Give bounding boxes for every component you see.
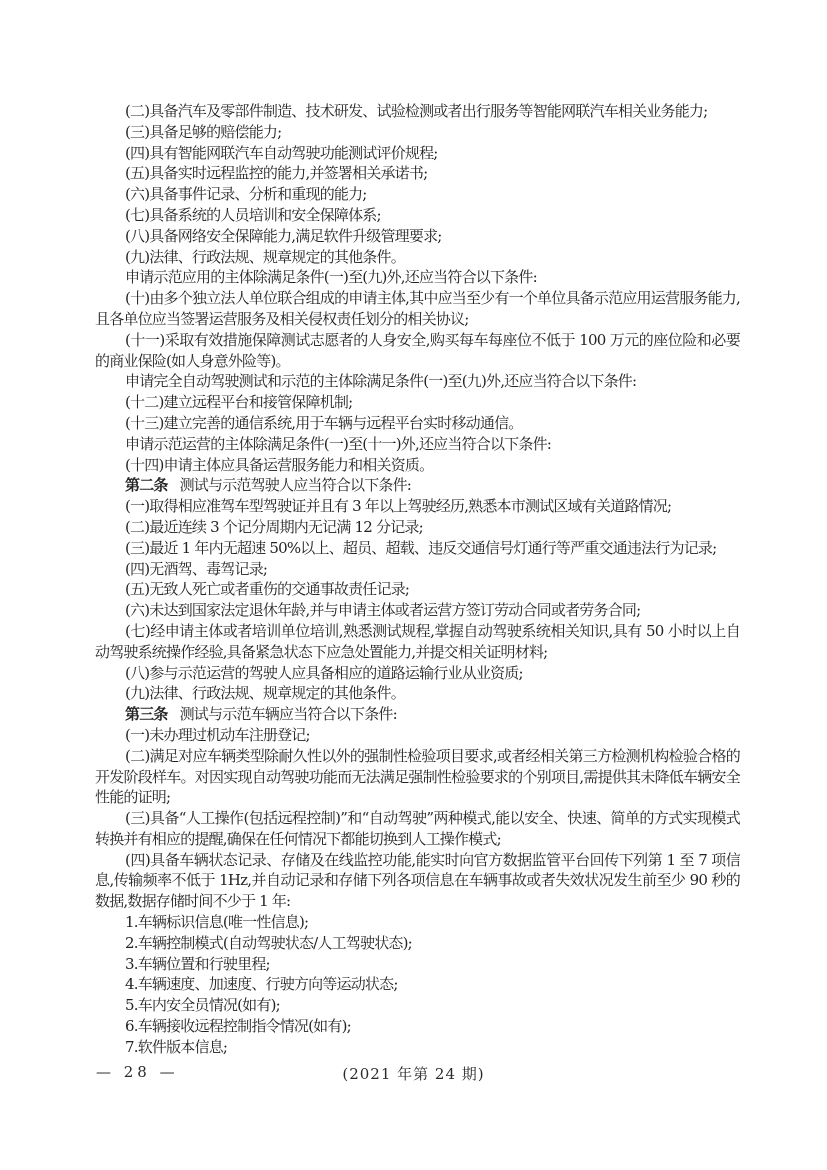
paragraph-text: 申请示范应用的主体除满足条件(一)至(九)外,还应当符合以下条件: xyxy=(125,268,537,287)
paragraph xyxy=(95,330,740,372)
document-body xyxy=(95,101,740,1058)
paragraph xyxy=(95,683,740,704)
article-number: 第三条 xyxy=(125,705,168,724)
paragraph-text: (七)经申请主体或者培训单位培训,熟悉测试规程,掌握自动驾驶系统相关知识,具有 50 小时以上自动驾驶系统操作经验,具备紧急状态下应急处置能力,并提交相关证明材料; xyxy=(95,621,740,661)
paragraph-text: (四)无酒驾、毒驾记录; xyxy=(125,559,268,578)
paragraph-text: (九)法律、行政法规、规章规定的其他条件。 xyxy=(125,684,405,703)
paragraph xyxy=(95,163,740,184)
paragraph xyxy=(95,912,740,933)
paragraph xyxy=(95,974,740,995)
paragraph-text: (六)具备事件记录、分析和重现的能力; xyxy=(125,185,367,204)
issue-label: (2021 年第 24 期) xyxy=(342,1065,485,1083)
paragraph-text: 测试与示范驾驶人应当符合以下条件: xyxy=(179,476,412,495)
paragraph xyxy=(95,725,740,746)
paragraph xyxy=(95,101,740,122)
paragraph-text: (十二)建立远程平台和接管保障机制; xyxy=(125,393,353,412)
paragraph-text: (三)具备足够的赔偿能力; xyxy=(125,122,282,141)
paragraph xyxy=(95,184,740,205)
paragraph xyxy=(95,143,740,164)
paragraph-text: (四)具备车辆状态记录、存储及在线监控功能,能实时向官方数据监管平台回传下列第 1 至 7 项信息,传输频率不低于 1Hz,并自动记录和存储下列各项信息在车辆事故或者失效状况发生前至少 90 秒的数据,数据存储时间不少于 1 年: xyxy=(95,850,740,911)
paragraph-text: 测试与示范车辆应当符合以下条件: xyxy=(179,705,397,724)
paragraph-text: 6.车辆接收远程控制指令情况(如有); xyxy=(125,1017,351,1036)
paragraph xyxy=(95,746,740,808)
paragraph-text: 申请完全自动驾驶测试和示范的主体除满足条件(一)至(九)外,还应当符合以下条件: xyxy=(125,372,637,391)
paragraph-text: (四)具有智能网联汽车自动驾驶功能测试评价规程; xyxy=(125,143,438,162)
paragraph-text: 1.车辆标识信息(唯一性信息); xyxy=(125,913,309,932)
paragraph xyxy=(95,600,740,621)
article-heading xyxy=(95,475,740,496)
paragraph xyxy=(95,663,740,684)
paragraph xyxy=(95,1037,740,1058)
paragraph xyxy=(95,205,740,226)
paragraph-text: (六)未达到国家法定退休年龄,并与申请主体或者运营方签订劳动合同或者劳务合同; xyxy=(125,601,641,620)
page-number: — 28 — xyxy=(96,1063,179,1081)
paragraph xyxy=(95,850,740,912)
paragraph-text: (二)满足对应车辆类型除耐久性以外的强制性检验项目要求,或者经相关第三方检测机构检验合格的开发阶段样车。对因实现自动驾驶功能而无法满足强制性检验要求的个别项目,需提供其未降低车辆安全性能的证明; xyxy=(95,746,740,807)
paragraph xyxy=(95,226,740,247)
paragraph xyxy=(95,288,740,330)
paragraph-text: 5.车内安全员情况(如有); xyxy=(125,996,280,1015)
paragraph xyxy=(95,995,740,1016)
paragraph-text: (五)具备实时远程监控的能力,并签署相关承诺书; xyxy=(125,164,428,183)
paragraph xyxy=(95,122,740,143)
paragraph-text: 申请示范运营的主体除满足条件(一)至(十一)外,还应当符合以下条件: xyxy=(125,434,552,453)
paragraph-text: (三)最近 1 年内无超速 50%以上、超员、超载、违反交通信号灯通行等严重交通违法行为记录; xyxy=(125,538,717,557)
paragraph xyxy=(95,455,740,476)
paragraph-text: (九)法律、行政法规、规章规定的其他条件。 xyxy=(125,247,405,266)
paragraph xyxy=(95,392,740,413)
paragraph-text: 3.车辆位置和行驶里程; xyxy=(125,954,270,973)
paragraph-text: (十三)建立完善的通信系统,用于车辆与远程平台实时移动通信。 xyxy=(125,413,523,432)
paragraph-text: (十四)申请主体应具备运营服务能力和相关资质。 xyxy=(125,455,434,474)
paragraph-text: (二)最近连续 3 个记分周期内无记满 12 分记录; xyxy=(125,517,423,536)
paragraph-text: (一)未办理过机动车注册登记; xyxy=(125,725,310,744)
paragraph xyxy=(95,538,740,559)
paragraph xyxy=(95,559,740,580)
paragraph-text: 4.车辆速度、加速度、行驶方向等运动状态; xyxy=(125,975,398,994)
paragraph-text: 7.软件版本信息; xyxy=(125,1037,228,1056)
article-number: 第二条 xyxy=(125,476,168,495)
paragraph-text: (七)具备系统的人员培训和安全保障体系; xyxy=(125,205,381,224)
paragraph xyxy=(95,933,740,954)
paragraph xyxy=(95,371,740,392)
paragraph-text: (八)具备网络安全保障能力,满足软件升级管理要求; xyxy=(125,226,442,245)
paragraph xyxy=(95,413,740,434)
paragraph xyxy=(95,954,740,975)
paragraph-text: (十一)采取有效措施保障测试志愿者的人身安全,购买每车每座位不低于 100 万元的座位险和必要的商业保险(如人身意外险等)。 xyxy=(95,330,740,370)
paragraph-text: (五)无致人死亡或者重伤的交通事故责任记录; xyxy=(125,580,410,599)
paragraph xyxy=(95,247,740,268)
paragraph xyxy=(95,621,740,663)
paragraph xyxy=(95,517,740,538)
paragraph-text: (一)取得相应准驾车型驾驶证并且有 3 年以上驾驶经历,熟悉本市测试区域有关道路情况; xyxy=(125,497,672,516)
paragraph xyxy=(95,267,740,288)
paragraph-text: (八)参与示范运营的驾驶人应具备相应的道路运输行业从业资质; xyxy=(125,663,523,682)
paragraph xyxy=(95,1016,740,1037)
paragraph xyxy=(95,808,740,850)
paragraph-text: (三)具备“人工操作(包括远程控制)”和“自动驾驶”两种模式,能以安全、快速、简单的方式实现模式转换并有相应的提醒,确保在任何情况下都能切换到人工操作模式; xyxy=(95,809,740,848)
paragraph xyxy=(95,496,740,517)
paragraph-text: (二)具备汽车及零部件制造、技术研发、试验检测或者出行服务等智能网联汽车相关业务能力; xyxy=(125,102,708,120)
article-heading xyxy=(95,704,740,725)
paragraph xyxy=(95,434,740,455)
paragraph-text: (十)由多个独立法人单位联合组成的申请主体,其中应当至少有一个单位具备示范应用运营服务能力,且各单位应当签署运营服务及相关侵权责任划分的相关协议; xyxy=(95,289,740,328)
paragraph-text: 2.车辆控制模式(自动驾驶状态/人工驾驶状态); xyxy=(125,933,412,952)
paragraph xyxy=(95,579,740,600)
